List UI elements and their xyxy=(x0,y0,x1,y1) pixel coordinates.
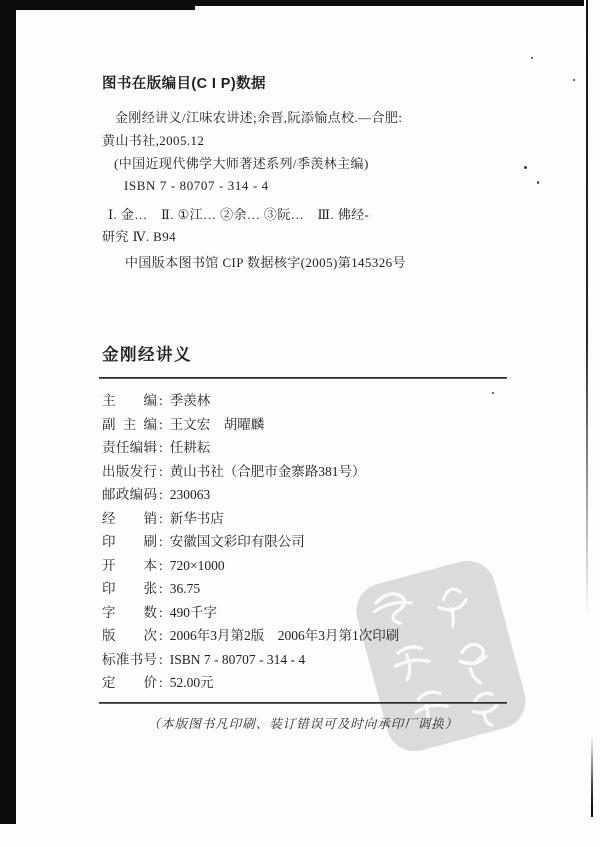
scan-edge-left xyxy=(0,0,16,824)
colophon-label: 经销 xyxy=(102,510,157,526)
colophon-row xyxy=(102,483,522,507)
colophon-row xyxy=(102,460,522,484)
cip-header: 图书在版编目(C I P)数据 xyxy=(102,76,266,92)
colophon-label: 出版发行 xyxy=(102,463,157,479)
colophon-label: 字数 xyxy=(102,604,157,620)
colophon-colon: : xyxy=(159,487,163,502)
colophon-row xyxy=(102,577,522,601)
cip-classification-line1: Ⅰ. 金… Ⅱ. ①江… ②余… ③阮… Ⅲ. 佛经- xyxy=(108,207,370,222)
scan-speck xyxy=(524,166,527,169)
colophon-colon: : xyxy=(159,651,163,667)
colophon-label: 版次 xyxy=(102,628,157,643)
scan-speck xyxy=(537,181,539,184)
colophon-colon: : xyxy=(159,463,163,479)
colophon-value: 490千字 xyxy=(169,604,218,620)
colophon-label: 邮政编码 xyxy=(102,487,157,502)
scan-speck xyxy=(531,57,533,59)
colophon-colon: : xyxy=(159,557,163,573)
cip-description-line1: 金刚经讲义/江味农讲述;余晋,阮添愉点校.—合肥: xyxy=(115,110,403,125)
cip-record-number: 中国版本图书馆 CIP 数据核字(2005)第145326号 xyxy=(125,255,406,270)
scan-line-right-bottom xyxy=(591,735,593,817)
colophon-row xyxy=(102,648,522,672)
footer-exchange-note: （本版图书凡印刷、装订错误可及时向承印厂调换） xyxy=(147,717,459,731)
scan-speck xyxy=(492,392,494,394)
colophon-row xyxy=(102,413,522,437)
colophon-label: 副主编 xyxy=(102,416,157,432)
colophon-value: 安徽国文彩印有限公司 xyxy=(169,534,305,549)
colophon-label: 印张 xyxy=(102,581,157,596)
colophon-row xyxy=(102,624,522,648)
colophon-value: 王文宏 胡曜麟 xyxy=(169,416,265,432)
colophon-row xyxy=(102,601,522,625)
colophon-value: 720×1000 xyxy=(169,557,225,573)
book-title: 金刚经讲义 xyxy=(102,346,192,364)
colophon-value: 任耕耘 xyxy=(169,440,211,455)
cip-isbn-line: ISBN 7 - 80707 - 314 - 4 xyxy=(124,178,269,193)
colophon-value: ISBN 7 - 80707 - 314 - 4 xyxy=(169,651,306,667)
cip-series-line: (中国近现代佛学大师著述系列/季羡林主编) xyxy=(114,156,369,171)
cip-classification-line2: 研究 Ⅳ. B94 xyxy=(102,229,177,244)
colophon-label: 主编 xyxy=(102,393,157,408)
colophon-label: 责任编辑 xyxy=(102,440,157,455)
colophon-value: 季羡林 xyxy=(169,393,211,408)
colophon-value: 2006年3月第2版 2006年3月第1次印刷 xyxy=(169,628,400,643)
colophon-label: 定价 xyxy=(102,675,157,690)
colophon-value: 36.75 xyxy=(169,581,201,596)
cip-description-line2: 黄山书社,2005.12 xyxy=(102,133,205,148)
colophon-colon: : xyxy=(159,604,163,620)
colophon-label: 标准书号 xyxy=(102,651,157,667)
colophon-colon: : xyxy=(159,534,163,549)
colophon-label: 印刷 xyxy=(102,534,157,549)
colophon-colon: : xyxy=(159,581,163,596)
colophon-row xyxy=(102,554,522,578)
colophon-label: 开本 xyxy=(102,557,157,573)
colophon-row xyxy=(102,530,522,554)
colophon-colon: : xyxy=(159,675,163,690)
colophon-colon: : xyxy=(159,416,163,432)
scan-line-right-top xyxy=(586,0,588,618)
scan-edge-top-thick xyxy=(0,0,195,10)
colophon-value: 新华书店 xyxy=(169,510,224,526)
colophon-list xyxy=(102,389,522,695)
colophon-value: 黄山书社（合肥市金寨路381号） xyxy=(169,463,366,479)
footer-divider-rule xyxy=(99,702,507,704)
colophon-colon: : xyxy=(159,393,163,408)
colophon-colon: : xyxy=(159,440,163,455)
colophon-value: 52.00元 xyxy=(169,675,214,690)
colophon-colon: : xyxy=(159,628,163,643)
title-divider-rule xyxy=(99,377,507,379)
colophon-row xyxy=(102,436,522,460)
colophon-value: 230063 xyxy=(169,487,211,502)
colophon-colon: : xyxy=(159,510,163,526)
colophon-row xyxy=(102,507,522,531)
scan-speck xyxy=(573,79,575,81)
colophon-row xyxy=(102,671,522,695)
colophon-row xyxy=(102,389,522,413)
